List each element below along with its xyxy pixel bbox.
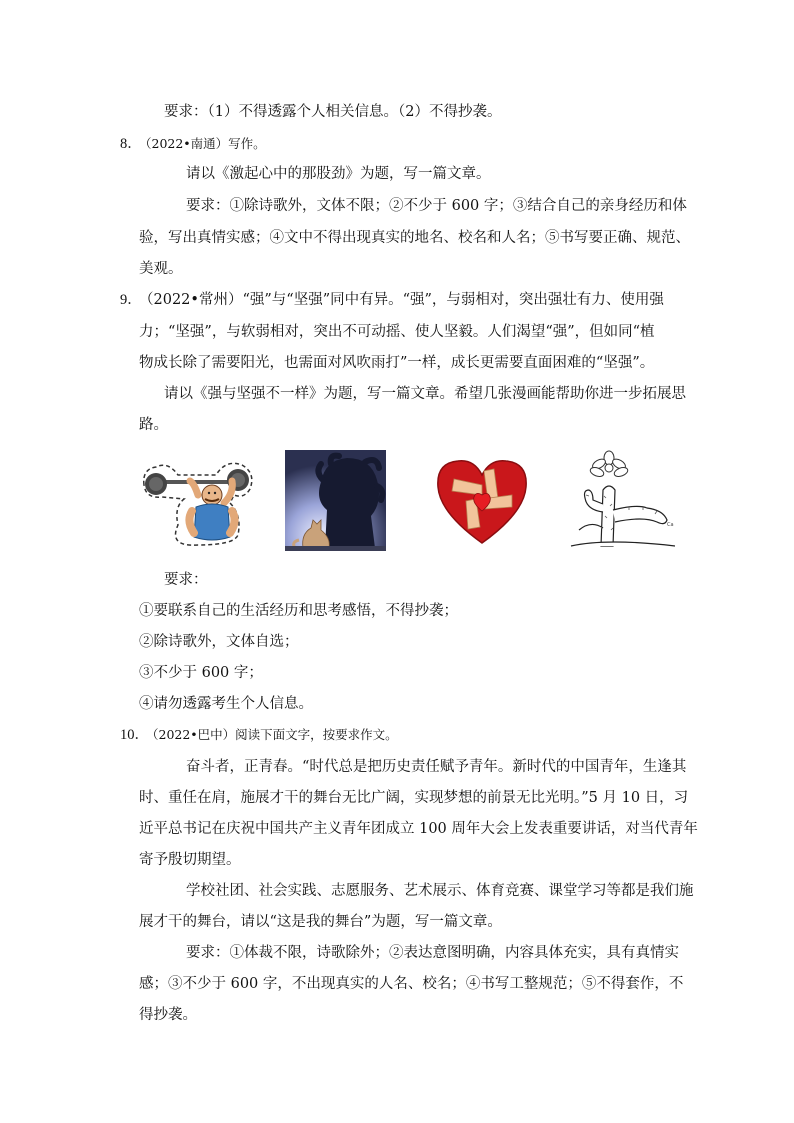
q9-number: 9． [120, 292, 142, 308]
q9-intro-line-3: 物成长除了需要阳光，也需面对风吹雨打”一样，成长更需要直面困难的“坚强”。 [139, 355, 655, 371]
cat-lion-shadow-image [285, 450, 386, 551]
q9-requirement-2: ②除诗歌外，文体自选； [139, 634, 299, 650]
q10-paragraph-1-line-2: 时、重任在肩，施展才干的舞台无比广阔，实现梦想的前景无比光明。”5 月 10 日，习 [139, 790, 689, 806]
q10-paragraph-1-line-1: 奋斗者，正青春。“时代总是把历史责任赋予青年。新时代的中国青年，生逢其 [186, 759, 687, 775]
q9-intro-line-1: （2022•常州）“强”与“坚强”同中有异。“强”，与弱相对，突出强壮有力、使用强 [139, 292, 664, 308]
q9-requirement-3: ③不少于 600 字； [139, 665, 263, 681]
q10-paragraph-2-line-1: 学校社团、社会实践、志愿服务、艺术展示、体育竞赛、课堂学习等都是我们施 [186, 883, 694, 899]
q9-requirement-4: ④请勿透露考生个人信息。 [139, 696, 313, 712]
hands-heart-image [432, 455, 532, 547]
q8-requirement-line-1: 要求：①除诗歌外，文体不限；②不少于 600 字；③结合自己的亲身经历和体 [186, 198, 687, 214]
q10-source: （2022•巴中）阅读下面文字，按要求作文。 [146, 727, 398, 742]
q10-requirement-line-1: 要求：①体裁不限，诗歌除外；②表达意图明确，内容具体充实，具有真情实 [186, 945, 679, 961]
q9-requirement-heading: 要求： [164, 572, 208, 588]
weightlifter-cartoon-image [138, 455, 256, 547]
q10-number: 10． [120, 727, 149, 743]
cactus-signature-text: Ca [667, 522, 674, 528]
q10-requirement-line-2: 感；③不少于 600 字，不出现真实的人名、校名；④书写工整规范；⑤不得套作，不 [139, 976, 684, 992]
q9-prompt-line-2: 路。 [139, 417, 168, 433]
q9-requirement-1: ①要联系自己的生活经历和思考感悟，不得抄袭； [139, 603, 458, 619]
q9-intro-line-2: 力；“坚强”，与软弱相对，突出不可动摇、使人坚毅。人们渴望“强”，但如同“植 [139, 324, 655, 340]
q8-requirement-line-3: 美观。 [139, 261, 183, 277]
q7-requirement: 要求：（1）不得透露个人相关信息。（2）不得抄袭。 [164, 104, 502, 120]
q10-requirement-line-3: 得抄袭。 [139, 1007, 197, 1023]
q10-paragraph-1-line-3: 近平总书记在庆祝中国共产主义青年团成立 100 周年大会上发表重要讲话，对当代青年 [139, 821, 698, 837]
q8-requirement-line-2: 验，写出真情实感；④文中不得出现真实的地名、校名和人名；⑤书写要正确、规范、 [139, 230, 690, 246]
q8-source: （2022•南通）写作。 [139, 136, 266, 151]
q10-paragraph-2-line-2: 展才干的舞台，请以“这是我的舞台”为题，写一篇文章。 [139, 914, 502, 930]
q8-number: 8． [120, 136, 142, 152]
q9-prompt-line-1: 请以《强与坚强不一样》为题，写一篇文章。希望几张漫画能帮助你进一步拓展思 [164, 386, 686, 402]
q10-paragraph-1-line-4: 寄予殷切期望。 [139, 852, 241, 868]
cactus-flower-image [567, 450, 679, 550]
q8-prompt: 请以《激起心中的那股劲》为题，写一篇文章。 [186, 166, 491, 182]
